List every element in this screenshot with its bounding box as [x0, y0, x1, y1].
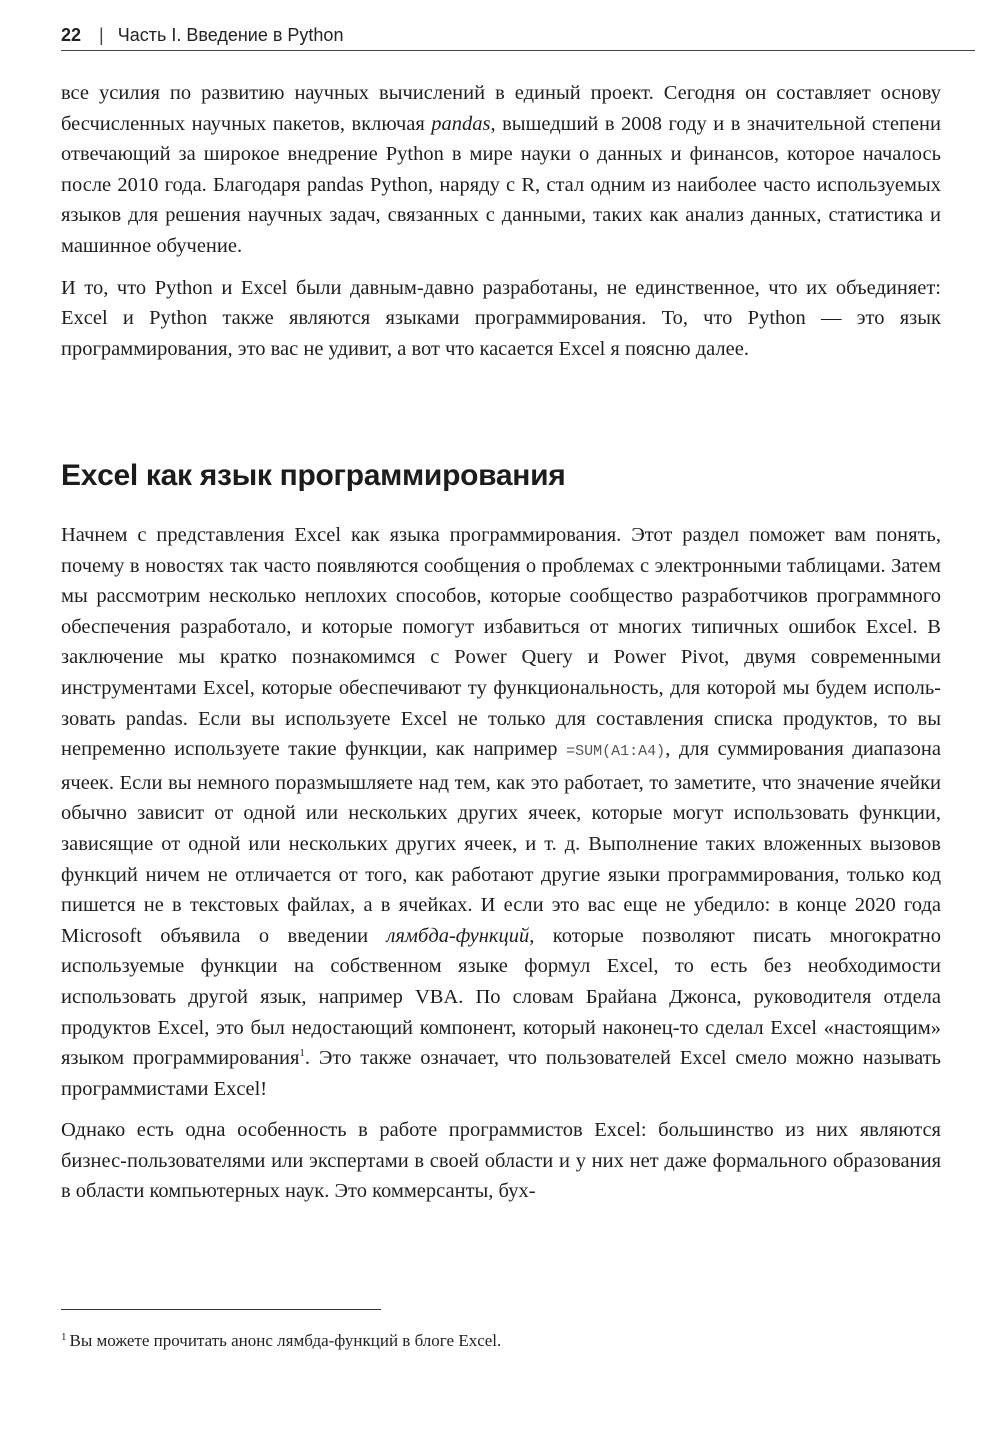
inline-code: =SUM(A1:A4): [566, 743, 666, 761]
section-text-block: [61, 520, 941, 1218]
italic-term-lambda: лямбда-функций: [386, 924, 530, 947]
section-paragraph-1: [61, 520, 941, 1104]
text-run: , которые позволяют писать многократно используемые функции на собственном языке формул Excel, то есть без необходимости использовать другой язык, например VBA. По словам Брайана Джонса, руководителя отдела продуктов Excel, это был недостающий компонент, который наконец-то сделал Excel «настоящим» языком программирования: [61, 924, 941, 1070]
page-number: 22: [61, 25, 82, 45]
section-heading: Excel как язык программирования: [61, 459, 566, 492]
footnote: [61, 1329, 941, 1353]
intro-paragraph-2: И то, что Python и Excel были давным-давно разработаны, не единственное, что их объединяет: Excel и Python также являются языками программирования. То, что Python — это язык программирования, это вас не удивит, а вот что касается Excel я поясню далее.: [61, 276, 941, 360]
text-run: Начнем с представления Excel как языка программирования. Этот раздел поможет вам понять, почему в новостях так часто появляются сообщения о проблемах с электронными таблицами. Затем мы рассмотрим несколько неплохих способов, которые сообщество разработчиков программного обеспечения разработало, и которые помогут избавиться от многих типичных ошибок Excel. В заключение мы кратко познакомимся с Power Query и Power Pivot, двумя современными инструментами Excel, которые обеспечивают ту функциональность, для которой мы будем использовать pandas. Если вы используете Excel не только для составления списка продуктов, то вы непременно используете такие функции, как например: [61, 524, 941, 761]
section-paragraph-2: Однако есть одна особенность в работе программистов Excel: большинство из них являются бизнес-пользователями или экспертами в своей области и у них нет даже формального образования в области компьютерных наук. Это коммерсанты, бух-: [61, 1119, 941, 1203]
header-separator: |: [99, 25, 104, 45]
text-run: , вышедший в 2008 году и в значительной степени отвечающий за широкое внедрение Python в мире науки о данных и финансов, которое началось после 2010 года. Благодаря pandas Python, наряду с R, стал одним из наиболее часто используемых языков для решения научных задач, связанных с данными, таких как анализ данных, статистика и машинное обучение.: [61, 112, 941, 257]
text-run: . Это также означает, что пользователей Excel смело можно называть программистами Excel!: [61, 1047, 941, 1100]
intro-text-block: [61, 78, 941, 375]
text-run: все усилия по развитию научных вычислений в единый проект. Сегодня он составляет основу бесчисленных научных пакетов, включая: [61, 82, 941, 135]
italic-term-pandas: pandas: [431, 112, 491, 135]
footnote-reference[interactable]: 1: [299, 1047, 305, 1060]
footnote-divider: [61, 1309, 381, 1310]
footnote-text: Вы можете прочитать анонс лямбда-функций в блоге Excel.: [69, 1331, 502, 1350]
text-run: , для суммирования диапазона ячеек. Если вы немного поразмышляете над тем, как это работает, то заметите, что значение ячейки обычно зависит от одной или нескольких других ячеек, которые могут использовать функции, зависящие от одной или нескольких других ячеек, и т. д. Выполнение таких вложенных вызовов функций ничем не отличается от того, как работают другие языки программирования, только код пишется не в текстовых файлах, а в ячейках. И если это вас еще не убедило: в конце 2020 года Microsoft объявила о введении: [61, 738, 941, 947]
footnote-marker: 1: [61, 1331, 67, 1343]
intro-paragraph-1: [61, 78, 941, 262]
running-header: [61, 24, 975, 51]
chapter-title: Часть I. Введение в Python: [117, 25, 344, 45]
